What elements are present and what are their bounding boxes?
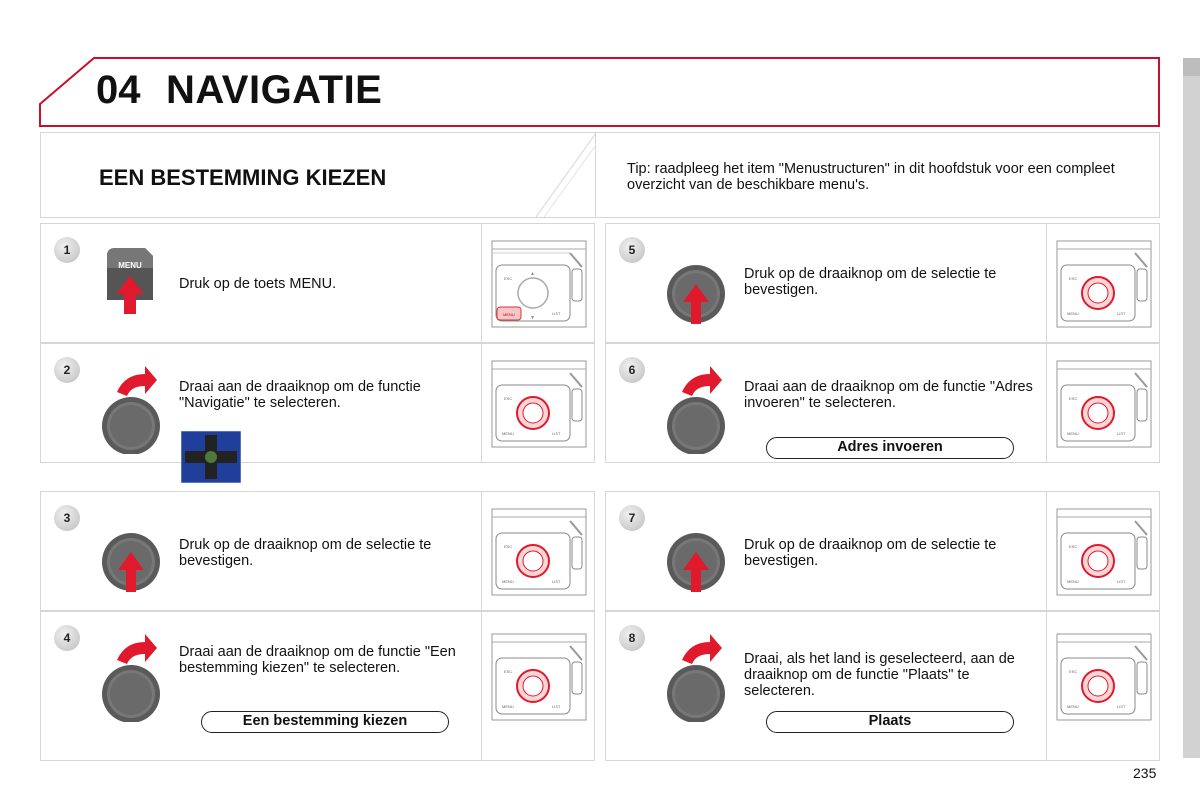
svg-text:MENU: MENU (502, 431, 514, 436)
step-3 (40, 491, 595, 611)
control-panel-illustration (1046, 492, 1161, 610)
step-number-badge: 2 (54, 357, 80, 383)
menu-button-press-icon (101, 242, 171, 334)
control-panel-illustration (1046, 612, 1161, 760)
svg-text:ESC: ESC (504, 276, 513, 281)
rotary-knob-press-icon (666, 242, 736, 334)
svg-text:ESC: ESC (504, 396, 513, 401)
svg-text:MENU: MENU (502, 704, 514, 709)
intro-box (40, 132, 1160, 218)
svg-text:MENU: MENU (1067, 704, 1079, 709)
step-number-badge: 3 (54, 505, 80, 531)
step-number-badge: 8 (619, 625, 645, 651)
rotary-knob-turn-icon (101, 630, 171, 722)
svg-text:LIST: LIST (552, 579, 561, 584)
step-text: Draai, als het land is geselecteerd, aan de draaiknop om de functie "Plaats" te selecteren. (744, 651, 1015, 699)
svg-text:LIST: LIST (1117, 704, 1126, 709)
step-8 (605, 611, 1160, 761)
control-panel-illustration (481, 612, 596, 760)
menu-button-label: MENU (118, 261, 142, 270)
step-text: Draai aan de draaiknop om de functie "Een bestemming kiezen" te selecteren. (179, 644, 456, 676)
chapter-number: 04 (96, 68, 141, 112)
step-2 (40, 343, 595, 463)
control-panel-illustration (1046, 344, 1161, 462)
svg-text:MENU: MENU (503, 312, 515, 317)
step-number-badge: 7 (619, 505, 645, 531)
chapter-title: NAVIGATIE (166, 68, 383, 112)
svg-text:ESC: ESC (504, 669, 513, 674)
intro-title-cell (41, 133, 596, 217)
svg-text:ESC: ESC (1069, 669, 1078, 674)
step-number-badge: 6 (619, 357, 645, 383)
step-number-badge: 4 (54, 625, 80, 651)
control-panel-illustration (481, 224, 596, 342)
control-panel-illustration (1046, 224, 1161, 342)
step-number-badge: 5 (619, 237, 645, 263)
svg-text:▼: ▼ (530, 315, 535, 321)
control-panel-illustration (481, 344, 596, 462)
svg-text:ESC: ESC (1069, 276, 1078, 281)
rotary-knob-turn-icon (666, 630, 736, 722)
svg-text:MENU: MENU (1067, 431, 1079, 436)
svg-text:ESC: ESC (1069, 544, 1078, 549)
control-panel-illustration (481, 492, 596, 610)
side-tab (1183, 58, 1200, 758)
step-1 (40, 223, 595, 343)
step-text: Druk op de draaiknop om de selectie te bevestigen. (179, 537, 432, 569)
svg-text:LIST: LIST (1117, 431, 1126, 436)
step-7 (605, 491, 1160, 611)
page-curl-decoration (536, 133, 596, 217)
rotary-knob-press-icon (666, 510, 736, 602)
svg-text:MENU: MENU (1067, 311, 1079, 316)
menu-option-pill: Adres invoeren (766, 437, 1014, 459)
step-6 (605, 343, 1160, 463)
step-4 (40, 611, 595, 761)
section-title: EEN BESTEMMING KIEZEN (99, 165, 387, 190)
svg-text:ESC: ESC (504, 544, 513, 549)
rotary-knob-turn-icon (101, 362, 171, 454)
rotary-knob-press-icon (101, 510, 171, 602)
step-text: Druk op de draaiknop om de selectie te bevestigen. (744, 537, 997, 569)
menu-option-pill: Plaats (766, 711, 1014, 733)
svg-text:▲: ▲ (530, 271, 535, 277)
page-number: 235 (1133, 765, 1157, 781)
rotary-knob-turn-icon (666, 362, 736, 454)
step-5 (605, 223, 1160, 343)
svg-text:LIST: LIST (1117, 579, 1126, 584)
svg-text:LIST: LIST (552, 311, 561, 316)
step-text: Druk op de toets MENU. (179, 276, 337, 292)
svg-text:LIST: LIST (1117, 311, 1126, 316)
svg-text:LIST: LIST (552, 431, 561, 436)
step-text: Druk op de draaiknop om de selectie te bevestigen. (744, 266, 997, 298)
svg-text:ESC: ESC (1069, 396, 1078, 401)
menu-option-pill: Een bestemming kiezen (201, 711, 449, 733)
step-text: Draai aan de draaiknop om de functie "Navigatie" te selecteren. (179, 379, 421, 411)
step-text: Draai aan de draaiknop om de functie "Adres invoeren" te selecteren. (744, 379, 1033, 411)
svg-text:MENU: MENU (1067, 579, 1079, 584)
tip-text: Tip: raadpleeg het item "Menustructuren" in dit hoofdstuk voor een compleet overzicht van de beschikbare menu's. (627, 161, 1115, 193)
navigation-crossroad-icon (181, 431, 241, 483)
svg-text:MENU: MENU (502, 579, 514, 584)
step-number-badge: 1 (54, 237, 80, 263)
svg-text:LIST: LIST (552, 704, 561, 709)
